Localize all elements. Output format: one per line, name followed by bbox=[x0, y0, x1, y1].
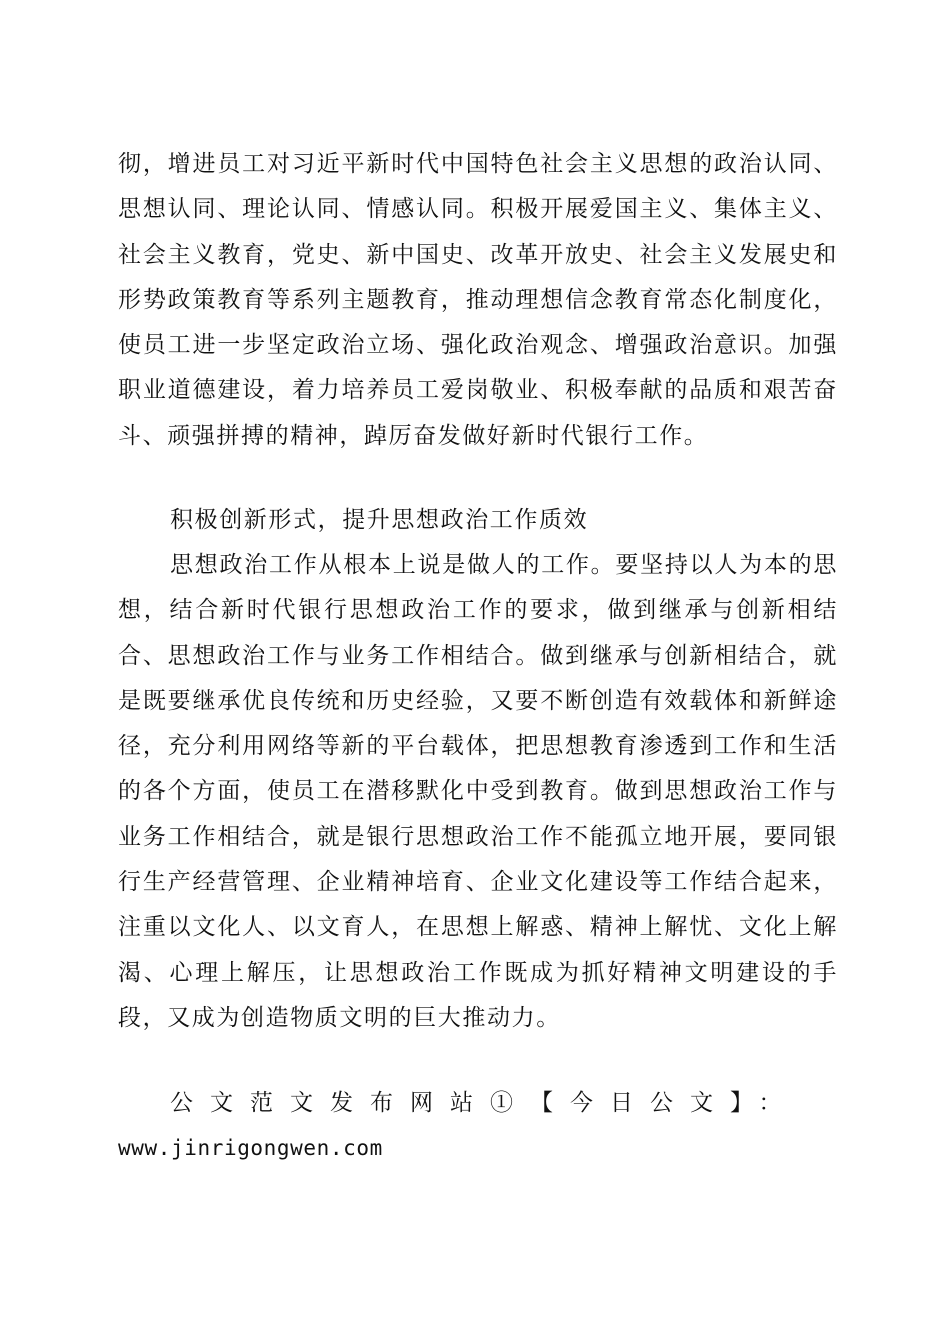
body-paragraph: 思想政治工作从根本上说是做人的工作。要坚持以人为本的思想，结合新时代银行思想政治工作的要求，做到继承与创新相结合、思想政治工作与业务工作相结合。做到继承与创新相结合，就是既要继承优良传统和历史经验，又要不断创造有效载体和新鲜途径，充分利用网络等新的平台载体，把思想教育渗透到工作和生活的各个方面，使员工在潜移默化中受到教育。做到思想政治工作与业务工作相结合，就是银行思想政治工作不能孤立地开展，要同银行生产经营管理、企业精神培育、企业文化建设等工作结合起来，注重以文化人、以文育人，在思想上解惑、精神上解忧、文化上解渴、心理上解压，让思想政治工作既成为抓好精神文明建设的手段，又成为创造物质文明的巨大推动力。 bbox=[118, 552, 838, 1031]
body-paragraph-continued: 彻，增进员工对习近平新时代中国特色社会主义思想的政治认同、思想认同、理论认同、情感认同。积极开展爱国主义、集体主义、社会主义教育，党史、新中国史、改革开放史、社会主义发展史和形势政策教育等系列主题教育，推动理想信念教育常态化制度化，使员工进一步坚定政治立场、强化政治观念、增强政治意识。加强职业道德建设，着力培养员工爱岗敬业、积极奉献的品质和艰苦奋斗、顽强拼搏的精神，踔厉奋发做好新时代银行工作。 bbox=[118, 151, 838, 449]
source-footer bbox=[118, 1081, 838, 1172]
source-url: www.jinrigongwen.com bbox=[118, 1136, 383, 1161]
source-label: 公文范文发布网站①【今日公文】： bbox=[170, 1090, 799, 1116]
section-heading: 积极创新形式，提升思想政治工作质效 bbox=[170, 507, 589, 533]
